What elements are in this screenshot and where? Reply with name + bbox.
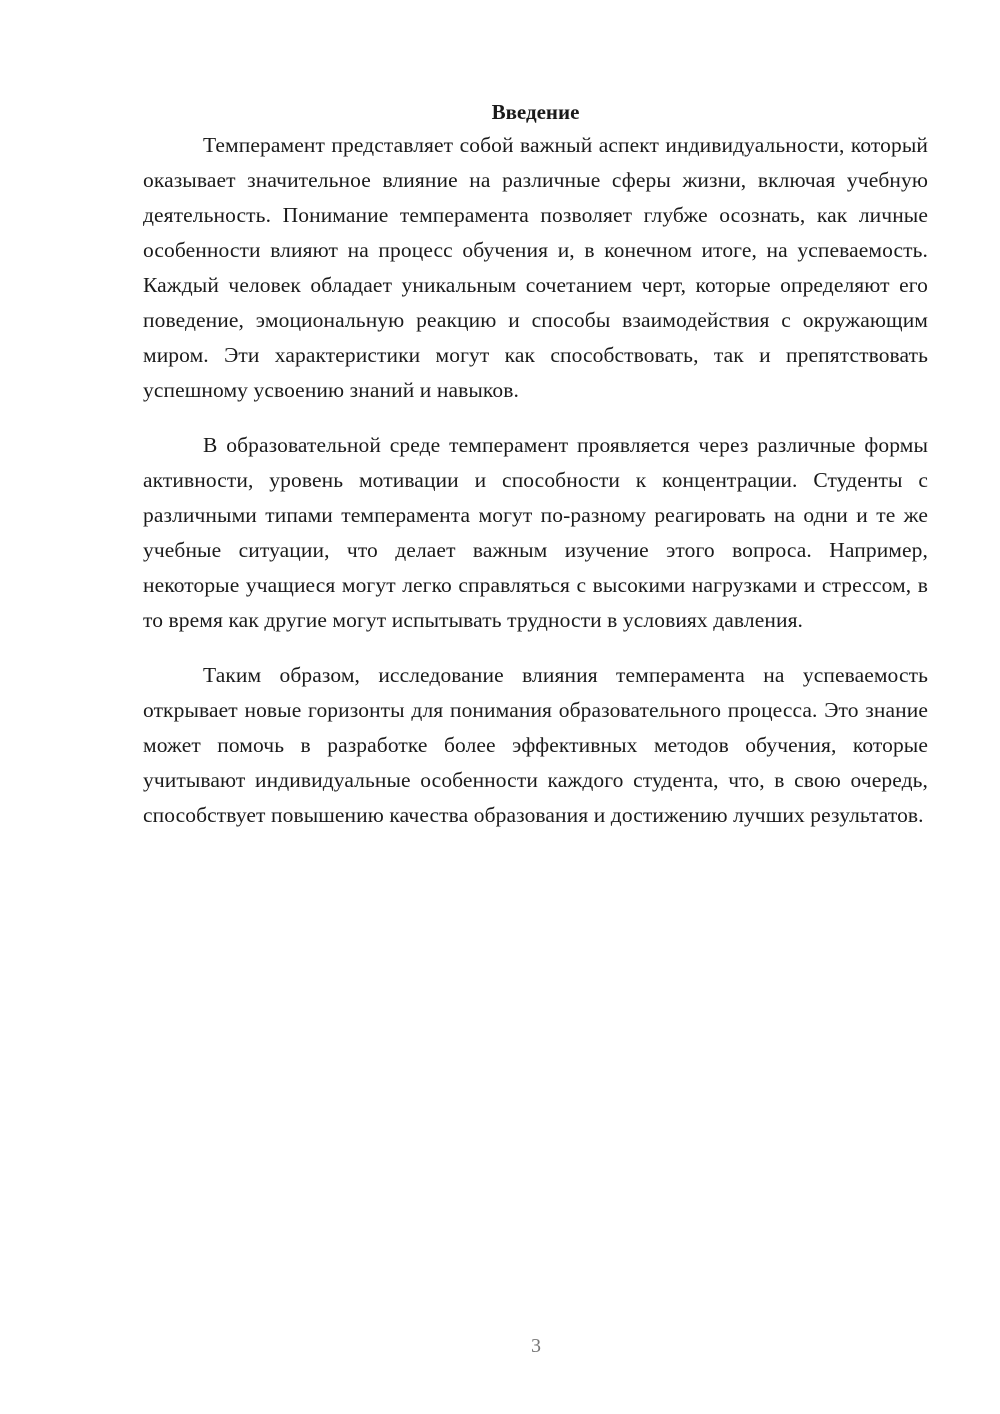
page-content	[143, 96, 928, 833]
paragraph-3: Таким образом, исследование влияния темперамента на успеваемость открывает новые горизонты для понимания образовательного процесса. Это знание может помочь в разработке более эффективных методов обучения, которые учитывают индивидуальные особенности каждого студента, что, в свою очередь, способствует повышению качества образования и достижению лучших результатов.	[143, 663, 928, 827]
page-number: 3	[531, 1335, 541, 1357]
section-title: Введение	[491, 100, 580, 124]
paragraph-1: Темперамент представляет собой важный аспект индивидуальности, который оказывает значительное влияние на различные сферы жизни, включая учебную деятельность. Понимание темперамента позволяет глубже осознать, как личные особенности влияют на процесс обучения и, в конечном итоге, на успеваемость. Каждый человек обладает уникальным сочетанием черт, которые определяют его поведение, эмоциональную реакцию и способы взаимодействия с окружающим миром. Эти характеристики могут как способствовать, так и препятствовать успешному усвоению знаний и навыков.	[143, 133, 928, 402]
paragraph-2: В образовательной среде темперамент проявляется через различные формы активности, уровень мотивации и способности к концентрации. Студенты с различными типами темперамента могут по-разному реагировать на одни и те же учебные ситуации, что делает важным изучение этого вопроса. Например, некоторые учащиеся могут легко справляться с высокими нагрузками и стрессом, в то время как другие могут испытывать трудности в условиях давления.	[143, 433, 928, 632]
